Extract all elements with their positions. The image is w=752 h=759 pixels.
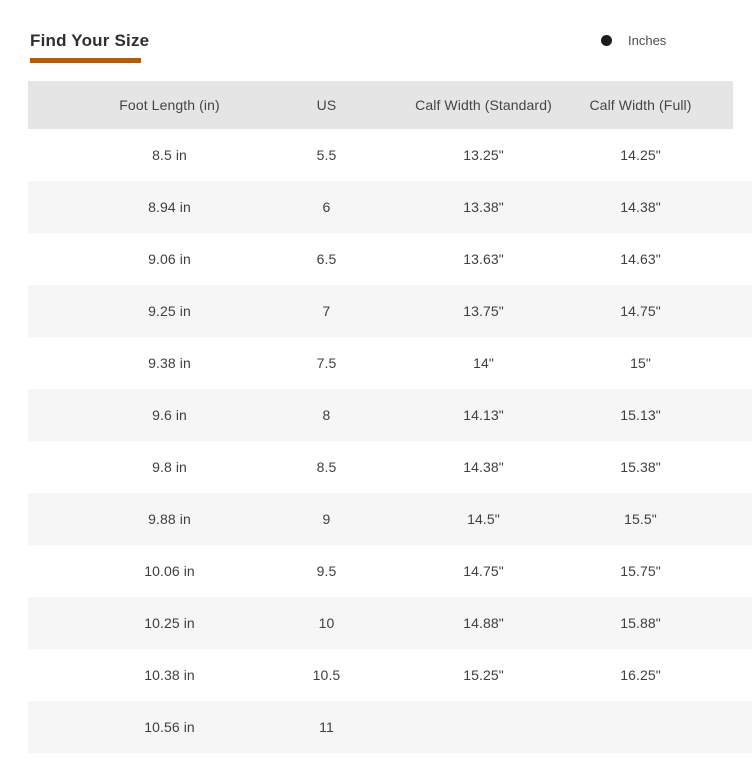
table-body	[0, 129, 752, 753]
table-cell: 14.75"	[620, 303, 661, 319]
table-cell: 16.25"	[620, 667, 661, 683]
column-header: Calf Width (Standard)	[415, 97, 552, 113]
table-cell: 14"	[473, 355, 494, 371]
table-cell: 11	[319, 719, 334, 735]
table-row	[28, 701, 752, 753]
table-row	[28, 545, 752, 597]
table-cell: 7	[322, 303, 331, 319]
table-cell: 14.13"	[463, 407, 504, 423]
table-cell: 9	[322, 511, 331, 527]
page-title: Find Your Size	[30, 31, 150, 50]
table-cell: 9.25 in	[148, 303, 191, 319]
radio-selected-icon	[601, 35, 612, 46]
table-cell: 15"	[630, 355, 651, 371]
table-cell: 8.5	[316, 459, 337, 475]
table-row	[28, 597, 752, 649]
table-cell: 8.94 in	[148, 199, 191, 215]
table-cell: 15.75"	[620, 563, 661, 579]
table-cell: 13.38"	[463, 199, 504, 215]
table-cell: 13.75"	[463, 303, 504, 319]
table-cell: 14.75"	[463, 563, 504, 579]
table-cell: 14.38"	[620, 199, 661, 215]
table-row	[28, 649, 752, 701]
table-cell: 15.13"	[620, 407, 661, 423]
title-block	[30, 31, 149, 63]
table-cell: 9.06 in	[148, 251, 191, 267]
table-cell: 10	[318, 615, 335, 631]
table-cell: 10.38 in	[144, 667, 195, 683]
table-row	[28, 441, 752, 493]
table-cell: 8	[322, 407, 331, 423]
table-header-row	[28, 81, 733, 129]
table-cell: 10.56 in	[144, 719, 195, 735]
table-row	[28, 233, 752, 285]
table-cell: 10.5	[312, 667, 341, 683]
table-cell: 7.5	[316, 355, 337, 371]
title-accent-underline	[30, 58, 141, 63]
table-cell: 14.5"	[467, 511, 500, 527]
table-cell: 9.38 in	[148, 355, 191, 371]
column-header: US	[316, 97, 337, 113]
table-cell: 15.25"	[463, 667, 504, 683]
table-row	[28, 493, 752, 545]
table-cell: 10.06 in	[144, 563, 195, 579]
table-cell: 9.6 in	[152, 407, 187, 423]
table-cell: 9.5	[316, 563, 337, 579]
table-cell: 13.25"	[463, 147, 504, 163]
table-row	[28, 285, 752, 337]
table-cell: 14.88"	[463, 615, 504, 631]
table-row	[28, 389, 752, 441]
table-cell: 6.5	[316, 251, 337, 267]
table-cell: 9.8 in	[152, 459, 187, 475]
unit-toggle-label: Inches	[628, 33, 667, 48]
table-row	[28, 337, 752, 389]
size-chart-table	[0, 81, 752, 753]
table-cell: 15.38"	[620, 459, 661, 475]
table-cell: 14.25"	[620, 147, 661, 163]
table-cell: 14.63"	[620, 251, 661, 267]
table-cell: 8.5 in	[152, 147, 187, 163]
table-cell: 15.88"	[620, 615, 661, 631]
table-cell: 14.38"	[463, 459, 504, 475]
table-row	[28, 129, 752, 181]
unit-toggle-inches[interactable]	[601, 33, 666, 48]
table-row	[28, 181, 752, 233]
table-cell: 6	[322, 199, 331, 215]
table-cell: 15.5"	[624, 511, 657, 527]
table-cell: 9.88 in	[148, 511, 191, 527]
table-cell: 5.5	[316, 147, 337, 163]
table-cell: 10.25 in	[144, 615, 195, 631]
column-header: Calf Width (Full)	[589, 97, 692, 113]
column-header: Foot Length (in)	[119, 97, 220, 113]
size-chart-header	[0, 0, 752, 81]
table-cell: 13.63"	[463, 251, 504, 267]
